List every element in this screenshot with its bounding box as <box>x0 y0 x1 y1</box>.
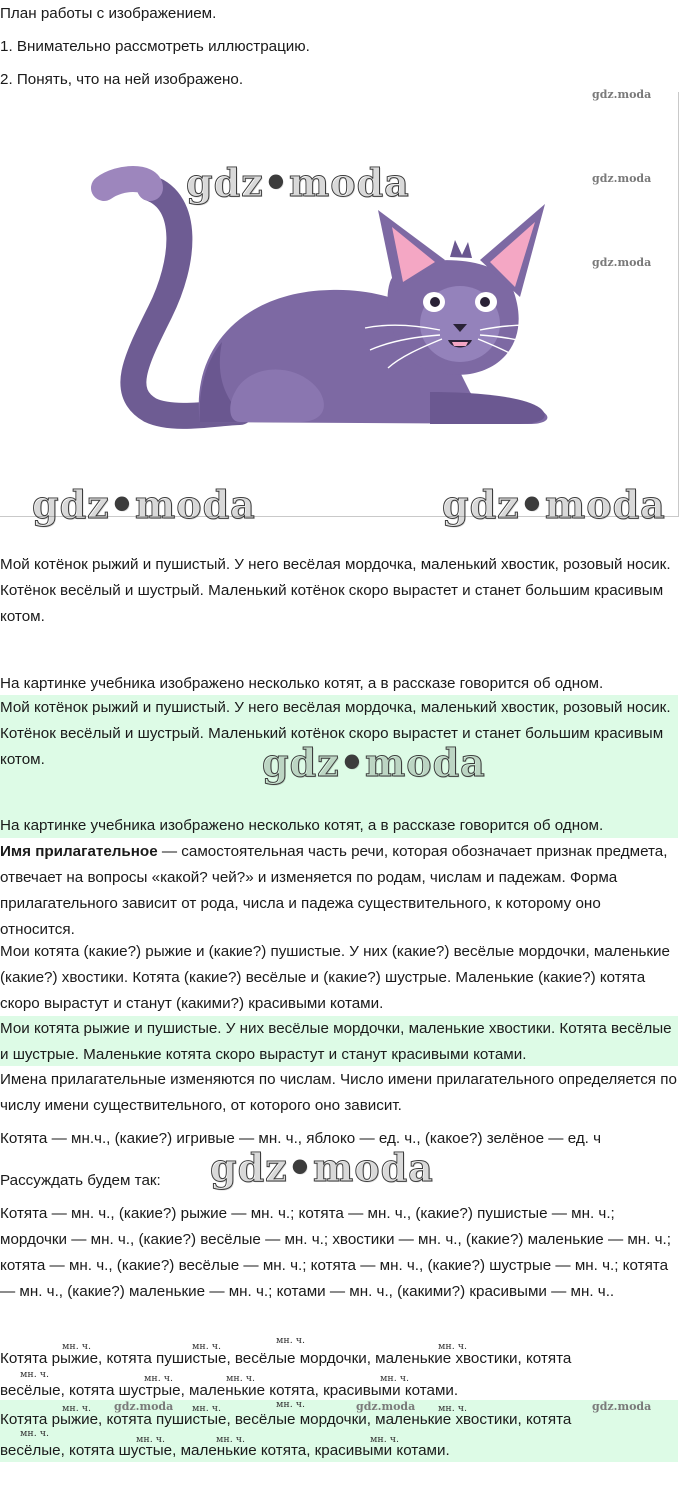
final-line-2: весёлые, котята шустрые, маленькие котята, красивыми котами. <box>0 1382 459 1399</box>
questions-text: Мои котята (какие?) рыжие и (какие?) пушистые. У них (какие?) весёлые мордочки, маленькие (какие?) хвостики. Котята (какие?) весёлые и (какие?) шустрые. Маленькие (какие?) котята скоро вырастут и станут (какими?) красивыми котами. <box>0 943 670 1012</box>
rule-term: Имя прилагательное <box>0 843 158 860</box>
plan-step-2: 2. Понять, что на ней изображено. <box>0 71 244 88</box>
watermark-small: gdz.moda <box>592 1400 652 1413</box>
number-mark: мн. ч. <box>62 1403 92 1414</box>
watermark-small: gdz.moda <box>356 1400 416 1413</box>
number-mark: мн. ч. <box>62 1341 92 1352</box>
plural-text: Мои котята рыжие и пушистые. У них весёлые мордочки, маленькие хвостики. Котята весёлые и шустрые. Маленькие котята скоро вырастут и станут красивыми котами. <box>0 1016 678 1066</box>
number-mark: мн. ч. <box>136 1434 166 1445</box>
adjective-rule <box>0 839 678 943</box>
number-mark: мн. ч. <box>370 1434 400 1445</box>
cat-illustration <box>0 92 679 517</box>
reasoning-text: Котята — мн. ч., (какие?) рыжие — мн. ч.; котята — мн. ч., (какие?) пушистые — мн. ч.; мордочки — мн. ч., (какие?) весёлые — мн. ч.; хвостики — мн. ч., (какие?) маленькие — мн. ч.; котята — мн. ч., (какие?) весёлые — мн. ч.; котята — мн. ч., (какие?) шустрые — мн. ч.; котята — мн. ч., (какие?) маленькие — мн. ч.; котами — мн. ч., (какими?) красивыми — мн. ч.. <box>0 1205 671 1300</box>
watermark-small: gdz.moda <box>592 256 652 269</box>
number-mark: мн. ч. <box>276 1399 306 1410</box>
number-mark: мн. ч. <box>226 1373 256 1384</box>
number-mark: мн. ч. <box>438 1403 468 1414</box>
number-rule: Имена прилагательные изменяются по числам. Число имени прилагательного определяется по числу имени существительного, от которого оно зависит. <box>0 1071 677 1114</box>
number-mark: мн. ч. <box>216 1434 246 1445</box>
watermark-large: gdz•moda <box>210 1145 434 1190</box>
story-text-copy: Мой котёнок рыжий и пушистый. У него весёлая мордочка, маленький хвостик, розовый носик. Котёнок весёлый и шустрый. Маленький котёнок скоро вырастет и станет большим красивым котом. <box>0 699 671 768</box>
watermark-large: gdz•moda <box>186 160 410 205</box>
number-mark: мн. ч. <box>192 1403 222 1414</box>
story-text: Мой котёнок рыжий и пушистый. У него весёлая мордочка, маленький хвостик, розовый носик. Котёнок весёлый и шустрый. Маленький котёнок скоро вырастет и станет большим красивым котом. <box>0 556 671 625</box>
watermark-large: gdz•moda <box>32 482 256 527</box>
rule-text: — самостоятельная часть речи, которая обозначает признак предмета, отвечает на вопросы «какой? чей?» и изменяется по родам, числам и падежам. Форма прилагательного зависит от рода, числа и падежа существительного, к которому оно относится. <box>0 843 668 938</box>
number-mark: мн. ч. <box>438 1341 468 1352</box>
number-mark: мн. ч. <box>144 1373 174 1384</box>
cat-icon <box>0 92 678 516</box>
number-mark: мн. ч. <box>192 1341 222 1352</box>
final-copy-line-2: весёлые, котята шустые, маленькие котята, красивыми котами. <box>0 1442 450 1459</box>
watermark-small: gdz.moda <box>592 88 652 101</box>
plan-step-1: 1. Внимательно рассмотреть иллюстрацию. <box>0 38 310 55</box>
number-mark: мн. ч. <box>20 1428 50 1439</box>
watermark-small: gdz.moda <box>114 1400 174 1413</box>
example-text: Котята — мн.ч., (какие?) игривые — мн. ч., яблоко — ед. ч., (какое?) зелёное — ед. ч <box>0 1130 602 1147</box>
watermark-large: gdz•moda <box>442 482 666 527</box>
number-mark: мн. ч. <box>380 1373 410 1384</box>
number-mark: мн. ч. <box>20 1369 50 1380</box>
story-note: На картинке учебника изображено несколько котят, а в рассказе говорится об одном. <box>0 675 604 692</box>
final-line-1: Котята рыжие, котята пушистые, весёлые мордочки, маленькие хвостики, котята <box>0 1350 572 1367</box>
story-note-copy: На картинке учебника изображено несколько котят, а в рассказе говорится об одном. <box>0 817 604 834</box>
watermark-small: gdz.moda <box>592 172 652 185</box>
final-copy-line-1: Котята рыжие, котята пушистые, весёлые мордочки, маленькие хвостики, котята <box>0 1411 572 1428</box>
reason-intro: Рассуждать будем так: <box>0 1172 161 1189</box>
watermark-large: gdz•moda <box>262 740 486 785</box>
number-mark: мн. ч. <box>276 1335 306 1346</box>
plan-title: План работы с изображением. <box>0 5 217 22</box>
